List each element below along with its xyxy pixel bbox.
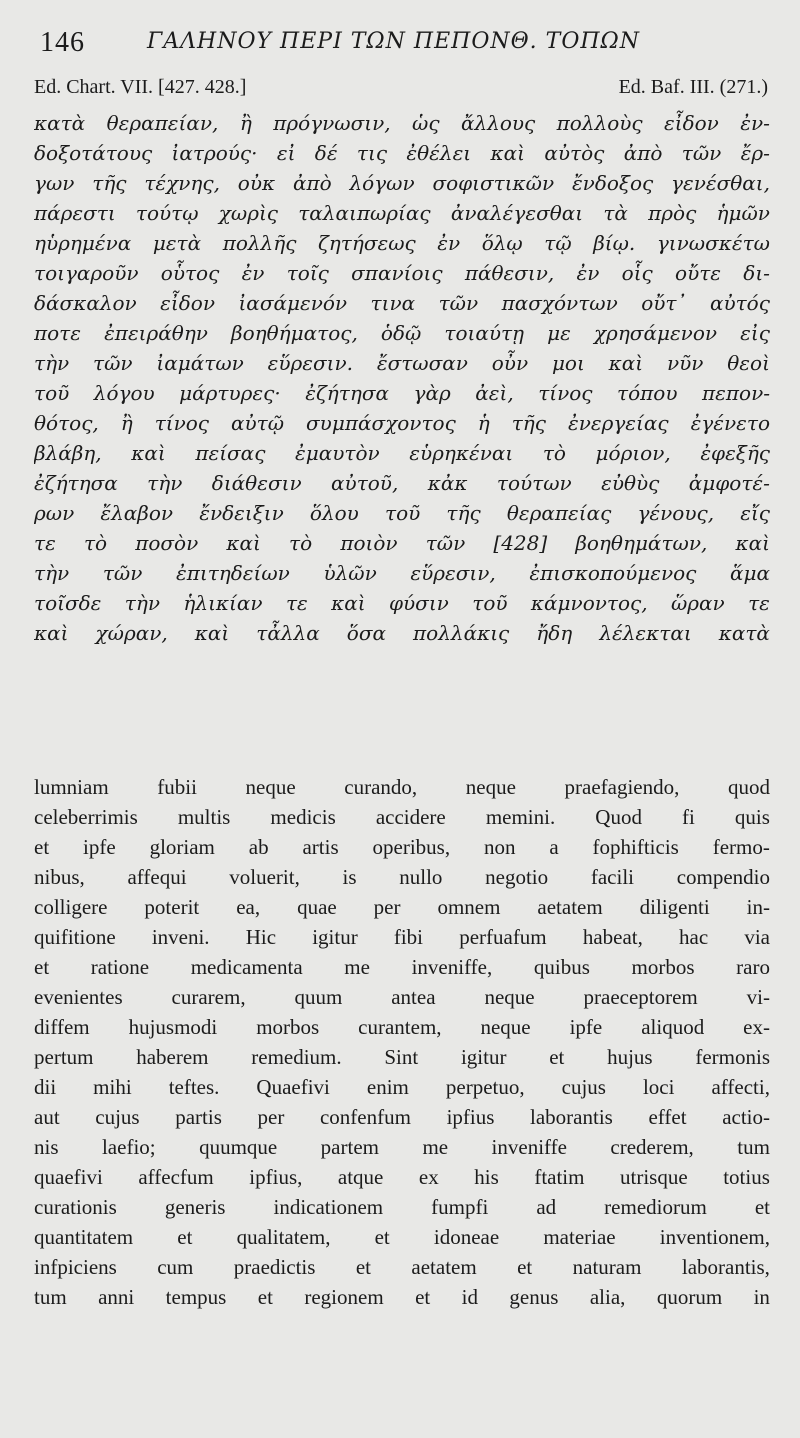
greek-text-line: γων τῆς τέχνης, οὐκ ἀπὸ λόγων σοφιστικῶν ἔνδοξος γενέσθαι, bbox=[34, 171, 770, 195]
latin-text-line: tum anni tempus et regionem et id genus alia, quorum in bbox=[34, 1285, 770, 1309]
greek-text-line: δοξοτάτους ἰατρούς· εἰ δέ τις ἐθέλει καὶ αὐτὸς ἀπὸ τῶν ἔρ- bbox=[34, 141, 770, 165]
greek-text-line: τοῦ λόγου μάρτυρες· ἐζήτησα γὰρ ἀεὶ, τίνος τόπου πεπον- bbox=[34, 381, 770, 405]
latin-text-line: dii mihi teftes. Quaefivi enim perpetuo, cujus loci affecti, bbox=[34, 1075, 770, 1099]
greek-text-line: ηὑρημένα μετὰ πολλῆς ζητήσεως ἐν ὅλῳ τῷ βίῳ. γινωσκέτω bbox=[34, 231, 770, 255]
edition-reference-left: Ed. Chart. VII. [427. 428.] bbox=[34, 76, 247, 98]
greek-text-line: βλάβη, καὶ πείσας ἐμαυτὸν εὑρηκέναι τὸ μόριον, ἐφεξῆς bbox=[34, 441, 770, 465]
page-header bbox=[40, 27, 770, 63]
latin-text-line: infpiciens cum praedictis et aetatem et naturam laborantis, bbox=[34, 1255, 770, 1279]
latin-text-line: diffem hujusmodi morbos curantem, neque ipfe aliquod ex- bbox=[34, 1015, 770, 1039]
greek-text-line: τοιγαροῦν οὗτος ἐν τοῖς σπανίοις πάθεσιν, ἐν οἷς οὔτε δι- bbox=[34, 261, 770, 285]
latin-text-line: quifitione inveni. Hic igitur fibi perfuafum habeat, hac via bbox=[34, 925, 770, 949]
latin-text-line: et ipfe gloriam ab artis operibus, non a fophifticis fermo- bbox=[34, 835, 770, 859]
greek-text-line: κατὰ θεραπείαν, ἢ πρόγνωσιν, ὡς ἄλλους πολλοὺς εἶδον ἐν- bbox=[34, 111, 770, 135]
latin-text-line: nis laefio; quumque partem me inveniffe crederem, tum bbox=[34, 1135, 770, 1159]
greek-text-block bbox=[34, 108, 770, 648]
greek-text-line: τε τὸ ποσὸν καὶ τὸ ποιὸν τῶν [428] βοηθημάτων, καὶ bbox=[34, 531, 770, 555]
latin-text-line: curationis generis indicationem fumpfi ad remediorum et bbox=[34, 1195, 770, 1219]
latin-text-line: evenientes curarem, quum antea neque praeceptorem vi- bbox=[34, 985, 770, 1009]
latin-text-line: et ratione medicamenta me inveniffe, quibus morbos raro bbox=[34, 955, 770, 979]
latin-text-line: colligere poterit ea, quae per omnem aetatem diligenti in- bbox=[34, 895, 770, 919]
greek-text-line: πάρεστι τούτῳ χωρὶς ταλαιπωρίας ἀναλέγεσθαι τὰ πρὸς ἡμῶν bbox=[34, 201, 770, 225]
greek-text-line: ἐζήτησα τὴν διάθεσιν αὐτοῦ, κἀκ τούτων εὐθὺς ἀμφοτέ- bbox=[34, 471, 770, 495]
latin-text-block bbox=[34, 772, 770, 1312]
greek-text-line: τὴν τῶν ἐπιτηδείων ὑλῶν εὕρεσιν, ἐπισκοπούμενος ἅμα bbox=[34, 561, 770, 585]
latin-text-line: lumniam fubii neque curando, neque praefagiendo, quod bbox=[34, 775, 770, 799]
edition-reference-right: Ed. Baf. III. (271.) bbox=[618, 76, 768, 98]
latin-text-line: celeberrimis multis medicis accidere memini. Quod fi quis bbox=[34, 805, 770, 829]
latin-text-line: quaefivi affecfum ipfius, atque ex his ftatim utrisque totius bbox=[34, 1165, 770, 1189]
latin-text-line: aut cujus partis per confenfum ipfius laborantis effet actio- bbox=[34, 1105, 770, 1129]
latin-text-line: quantitatem et qualitatem, et idoneae materiae inventionem, bbox=[34, 1225, 770, 1249]
greek-text-line: ρων ἔλαβον ἔνδειξιν ὅλου τοῦ τῆς θεραπείας γένους, εἴς bbox=[34, 501, 770, 525]
greek-text-line: θότος, ἢ τίνος αὐτῷ συμπάσχοντος ἡ τῆς ἐνεργείας ἐγένετο bbox=[34, 411, 770, 435]
latin-text-line: nibus, affequi voluerit, is nullo negotio facili compendio bbox=[34, 865, 770, 889]
running-title: ΓΑΛΗΝΟΥ ΠΕΡΙ ΤΩΝ ΠΕΠΟΝΘ. ΤΟΠΩΝ bbox=[147, 29, 641, 54]
greek-text-line: τοῖσδε τὴν ἡλικίαν τε καὶ φύσιν τοῦ κάμνοντος, ὥραν τε bbox=[34, 591, 770, 615]
greek-text-line: δάσκαλον εἶδον ἰασάμενόν τινα τῶν πασχόντων οὔτ᾽ αὐτός bbox=[34, 291, 770, 315]
edition-references bbox=[34, 76, 768, 104]
page-number: 146 bbox=[40, 27, 85, 58]
greek-text-line: ποτε ἐπειράθην βοηθήματος, ὁδῷ τοιαύτῃ με χρησάμενον εἰς bbox=[34, 321, 770, 345]
latin-text-line: pertum haberem remedium. Sint igitur et hujus fermonis bbox=[34, 1045, 770, 1069]
greek-text-line: καὶ χώραν, καὶ τἆλλα ὅσα πολλάκις ἤδη λέλεκται κατὰ bbox=[34, 621, 770, 645]
greek-text-line: τὴν τῶν ἰαμάτων εὕρεσιν. ἔστωσαν οὖν μοι καὶ νῦν θεοὶ bbox=[34, 351, 770, 375]
